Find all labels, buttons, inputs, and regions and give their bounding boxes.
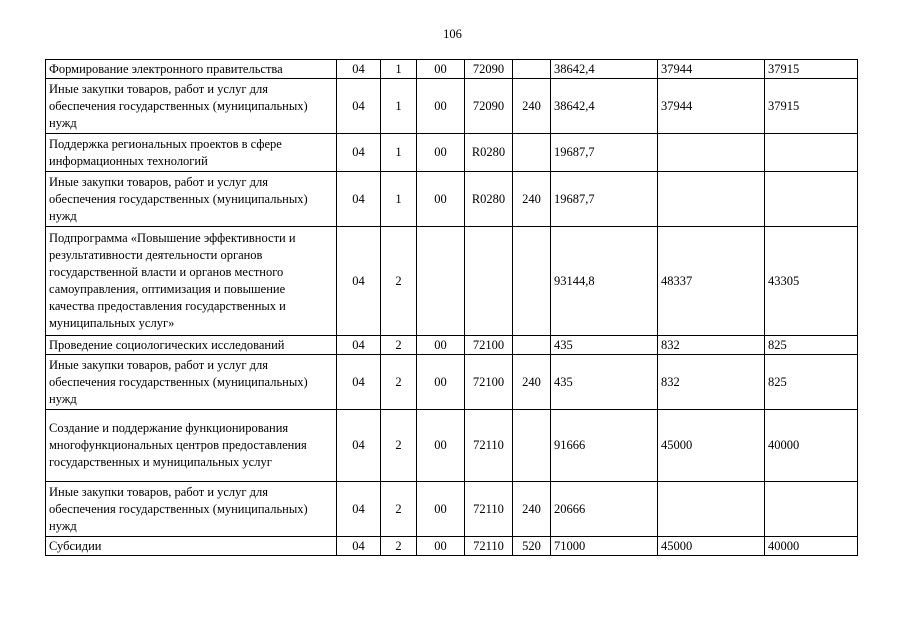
- code-expense-type: 240: [513, 482, 551, 537]
- amount-1: 19687,7: [551, 172, 658, 227]
- code-subprogram: 00: [417, 355, 465, 410]
- code-subprogram: 00: [417, 482, 465, 537]
- code-program: 2: [381, 355, 417, 410]
- code-subprogram: 00: [417, 79, 465, 134]
- amount-2: 37944: [658, 79, 765, 134]
- amount-2: 832: [658, 336, 765, 355]
- row-name: Подпрограмма «Повышение эффективности и результативности деятельности органов государственной власти и органов местного самоуправления, оптимизация и повышение качества предоставления государственных и муниципальных услуг»: [46, 227, 337, 336]
- amount-1: 20666: [551, 482, 658, 537]
- amount-3: 43305: [765, 227, 858, 336]
- amount-2: 37944: [658, 60, 765, 79]
- code-section: 04: [337, 79, 381, 134]
- table-row: [46, 134, 858, 172]
- amount-1: 19687,7: [551, 134, 658, 172]
- table-row: [46, 537, 858, 556]
- code-program: 2: [381, 410, 417, 482]
- amount-3: 37915: [765, 79, 858, 134]
- code-subprogram: 00: [417, 336, 465, 355]
- code-subprogram: 00: [417, 537, 465, 556]
- code-program: 2: [381, 482, 417, 537]
- code-program: 1: [381, 134, 417, 172]
- amount-3: [765, 172, 858, 227]
- code-direction: 72110: [465, 537, 513, 556]
- code-program: 2: [381, 336, 417, 355]
- code-section: 04: [337, 410, 381, 482]
- code-subprogram: 00: [417, 172, 465, 227]
- amount-3: 40000: [765, 410, 858, 482]
- code-direction: R0280: [465, 134, 513, 172]
- table-row: [46, 79, 858, 134]
- code-expense-type: [513, 134, 551, 172]
- row-name: Формирование электронного правительства: [46, 60, 337, 79]
- code-program: 1: [381, 172, 417, 227]
- table-row: [46, 227, 858, 336]
- row-name: Субсидии: [46, 537, 337, 556]
- code-section: 04: [337, 227, 381, 336]
- table-row: [46, 410, 858, 482]
- amount-3: [765, 482, 858, 537]
- amount-3: 37915: [765, 60, 858, 79]
- row-name: Иные закупки товаров, работ и услуг для обеспечения государственных (муниципальных) нужд: [46, 482, 337, 537]
- row-name: Иные закупки товаров, работ и услуг для обеспечения государственных (муниципальных) нужд: [46, 79, 337, 134]
- code-section: 04: [337, 60, 381, 79]
- code-expense-type: 240: [513, 79, 551, 134]
- code-subprogram: 00: [417, 134, 465, 172]
- amount-1: 71000: [551, 537, 658, 556]
- code-direction: R0280: [465, 172, 513, 227]
- amount-2: [658, 172, 765, 227]
- code-subprogram: 00: [417, 60, 465, 79]
- amount-2: [658, 134, 765, 172]
- row-name: Создание и поддержание функционирования многофункциональных центров предоставления государственных и муниципальных услуг: [46, 410, 337, 482]
- code-direction: [465, 227, 513, 336]
- amount-2: [658, 482, 765, 537]
- table-row: [46, 60, 858, 79]
- code-direction: 72090: [465, 79, 513, 134]
- row-name: Проведение социологических исследований: [46, 336, 337, 355]
- code-program: 1: [381, 60, 417, 79]
- code-direction: 72110: [465, 482, 513, 537]
- code-section: 04: [337, 172, 381, 227]
- amount-3: 825: [765, 336, 858, 355]
- code-expense-type: [513, 410, 551, 482]
- code-expense-type: 520: [513, 537, 551, 556]
- row-name: Иные закупки товаров, работ и услуг для обеспечения государственных (муниципальных) нужд: [46, 355, 337, 410]
- table-body: [46, 60, 858, 556]
- amount-3: 825: [765, 355, 858, 410]
- amount-2: 832: [658, 355, 765, 410]
- amount-1: 93144,8: [551, 227, 658, 336]
- code-expense-type: [513, 227, 551, 336]
- amount-3: [765, 134, 858, 172]
- amount-2: 48337: [658, 227, 765, 336]
- code-section: 04: [337, 134, 381, 172]
- code-direction: 72100: [465, 355, 513, 410]
- table-row: [46, 172, 858, 227]
- code-section: 04: [337, 336, 381, 355]
- table-row: [46, 355, 858, 410]
- amount-3: 40000: [765, 537, 858, 556]
- code-expense-type: 240: [513, 172, 551, 227]
- code-expense-type: [513, 60, 551, 79]
- row-name: Иные закупки товаров, работ и услуг для обеспечения государственных (муниципальных) нужд: [46, 172, 337, 227]
- amount-1: 38642,4: [551, 79, 658, 134]
- amount-2: 45000: [658, 537, 765, 556]
- code-program: 2: [381, 227, 417, 336]
- table-row: [46, 482, 858, 537]
- code-direction: 72100: [465, 336, 513, 355]
- budget-table: [45, 59, 858, 556]
- amount-1: 435: [551, 355, 658, 410]
- code-subprogram: 00: [417, 410, 465, 482]
- code-program: 1: [381, 79, 417, 134]
- page-number: 106: [443, 27, 462, 41]
- code-program: 2: [381, 537, 417, 556]
- code-direction: 72110: [465, 410, 513, 482]
- amount-2: 45000: [658, 410, 765, 482]
- code-section: 04: [337, 355, 381, 410]
- amount-1: 38642,4: [551, 60, 658, 79]
- amount-1: 435: [551, 336, 658, 355]
- code-expense-type: 240: [513, 355, 551, 410]
- code-subprogram: [417, 227, 465, 336]
- code-expense-type: [513, 336, 551, 355]
- table-row: [46, 336, 858, 355]
- code-direction: 72090: [465, 60, 513, 79]
- code-section: 04: [337, 482, 381, 537]
- row-name: Поддержка региональных проектов в сфере информационных технологий: [46, 134, 337, 172]
- amount-1: 91666: [551, 410, 658, 482]
- code-section: 04: [337, 537, 381, 556]
